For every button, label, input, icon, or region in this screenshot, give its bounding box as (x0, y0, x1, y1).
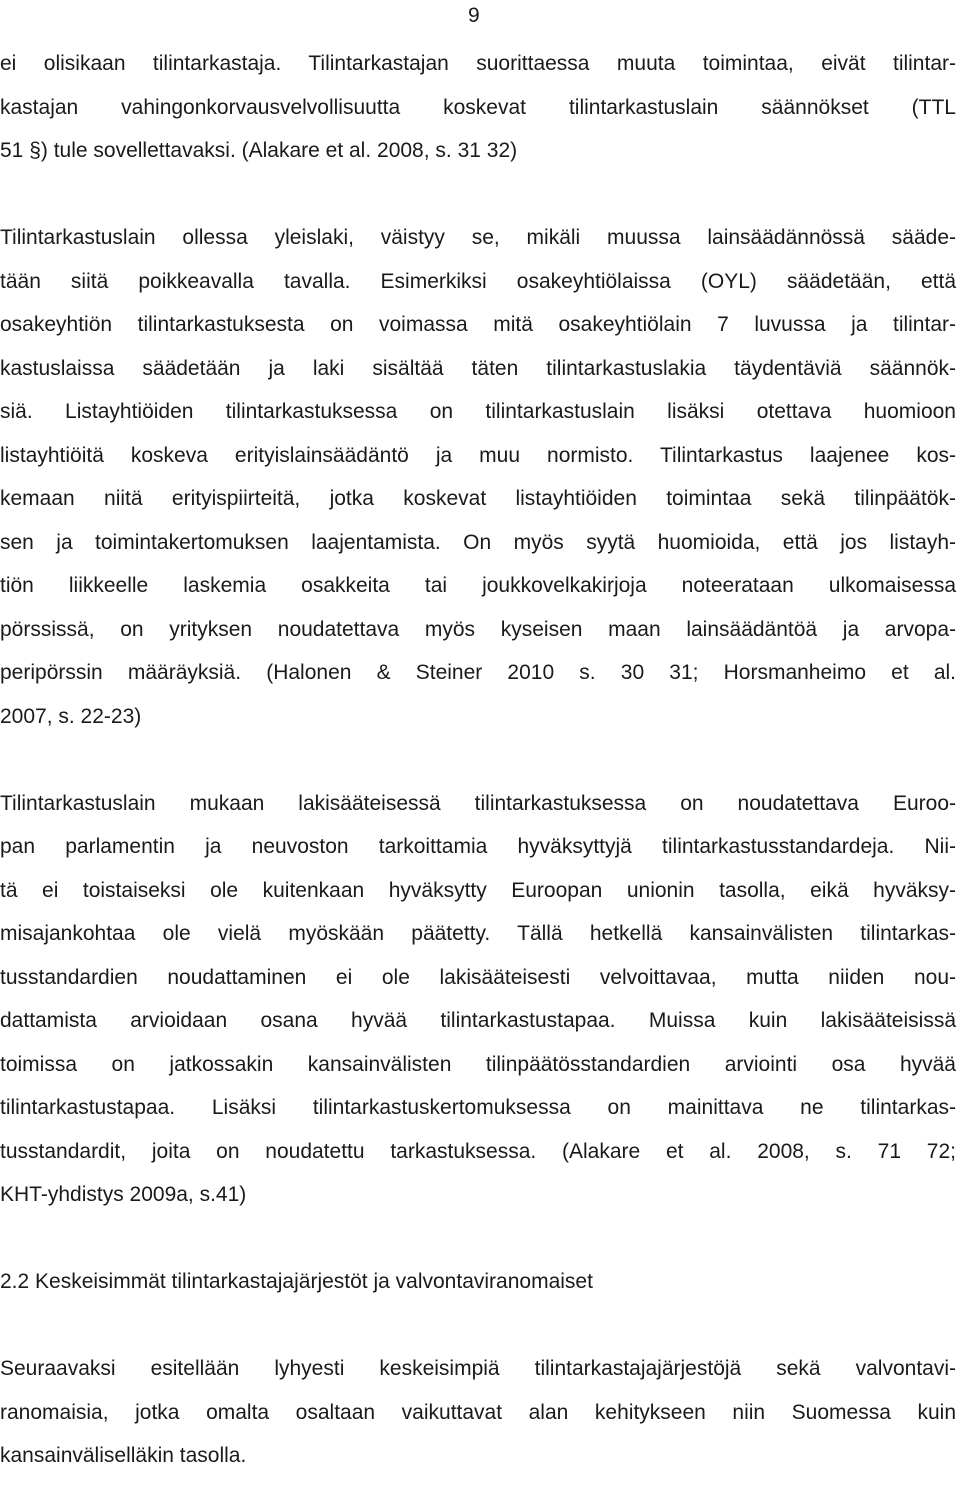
text-line: ranomaisia, jotka omalta osaltaan vaikuttavat alan kehitykseen niin Suomessa kuin (0, 1400, 956, 1424)
text-line: Seuraavaksi esitellään lyhyesti keskeisimpiä tilintarkastajajärjestöjä sekä valvontavi- (0, 1357, 956, 1380)
text-line: listayhtiöitä koskeva erityislainsäädäntö ja muu normisto. Tilintarkastus laajenee kos- (0, 443, 956, 467)
text-line: sen ja toimintakertomuksen laajentamista. On myös syytä huomioida, että jos listayh- (0, 530, 956, 554)
text-line: kastajan vahingonkorvausvelvollisuutta koskevat tilintarkastuslain säännökset (TTL (0, 95, 956, 119)
text-line: tusstandardit, joita on noudatettu tarkastuksessa. (Alakare et al. 2008, s. 71 72; (0, 1139, 956, 1163)
text-line: 51 §) tule sovellettavaksi. (Alakare et al. 2008, s. 31 32) (0, 139, 518, 162)
text-line: kansainväliselläkin tasolla. (0, 1444, 247, 1467)
paragraph-spacer (0, 1304, 956, 1348)
text-line: tusstandardien noudattaminen ei ole lakisääteisesti velvoittavaa, mutta niiden nou- (0, 965, 956, 989)
text-line: dattamista arvioidaan osana hyvää tilintarkastustapaa. Muissa kuin lakisääteisissä (0, 1009, 956, 1032)
text-line: pan parlamentin ja neuvoston tarkoittamia hyväksyttyjä tilintarkastusstandardeja. Nii- (0, 835, 956, 858)
text-line: tiön liikkeelle laskemia osakkeita tai joukkovelkakirjoja noteerataan ulkomaisessa (0, 574, 956, 597)
paragraph-1 (0, 42, 956, 173)
text-line: KHT-yhdistys 2009a, s.41) (0, 1183, 247, 1206)
text-line: tään siitä poikkeavalla tavalla. Esimerkiksi osakeyhtiölaissa (OYL) säädetään, että (0, 269, 956, 293)
paragraph-2 (0, 216, 956, 738)
text-line: tä ei toistaiseksi ole kuitenkaan hyväksytty Euroopan unionin tasolla, eikä hyväksy- (0, 878, 956, 902)
paragraph-spacer (0, 738, 956, 782)
text-line: siä. Listayhtiöiden tilintarkastuksessa on tilintarkastuslain lisäksi otettava huomioon (0, 400, 956, 423)
text-line: kemaan niitä erityispiirteitä, jotka koskevat listayhtiöiden toimintaa sekä tilinpäätök- (0, 487, 956, 510)
text-line: 2007, s. 22-23) (0, 704, 142, 728)
text-line: misajankohtaa ole vielä myöskään päätetty. Tällä hetkellä kansainvälisten tilintarkas- (0, 922, 956, 945)
paragraph-spacer (0, 1217, 956, 1261)
paragraph-spacer (0, 173, 956, 217)
document-body (0, 42, 956, 1478)
text-line: kastuslaissa säädetään ja laki sisältää täten tilintarkastuslakia täydentäviä säännök- (0, 356, 956, 380)
text-line: ei olisikaan tilintarkastaja. Tilintarkastajan suorittaessa muuta toimintaa, eivät tilintar- (0, 52, 956, 75)
text-line: Tilintarkastuslain mukaan lakisääteisessä tilintarkastuksessa on noudatettava Euroo- (0, 791, 956, 815)
text-line: toimissa on jatkossakin kansainvälisten tilinpäätösstandardien arviointi osa hyvää (0, 1052, 956, 1076)
text-line: pörssissä, on yrityksen noudatettava myös kyseisen maan lainsäädäntöä ja arvopa- (0, 617, 956, 641)
page-number: 9 (468, 4, 480, 27)
text-line: Tilintarkastuslain ollessa yleislaki, väistyy se, mikäli muussa lainsäädännössä sääde- (0, 226, 956, 249)
section-heading: 2.2 Keskeisimmät tilintarkastajajärjestöt ja valvontaviranomaiset (0, 1270, 593, 1293)
text-line: peripörssin määräyksiä. (Halonen & Steiner 2010 s. 30 31; Horsmanheimo et al. (0, 661, 956, 684)
paragraph-3 (0, 782, 956, 1217)
text-line: osakeyhtiön tilintarkastuksesta on voimassa mitä osakeyhtiölain 7 luvussa ja tilintar- (0, 313, 956, 336)
text-line: tilintarkastustapaa. Lisäksi tilintarkastuskertomuksessa on mainittava ne tilintarkas- (0, 1096, 956, 1119)
paragraph-4 (0, 1347, 956, 1478)
